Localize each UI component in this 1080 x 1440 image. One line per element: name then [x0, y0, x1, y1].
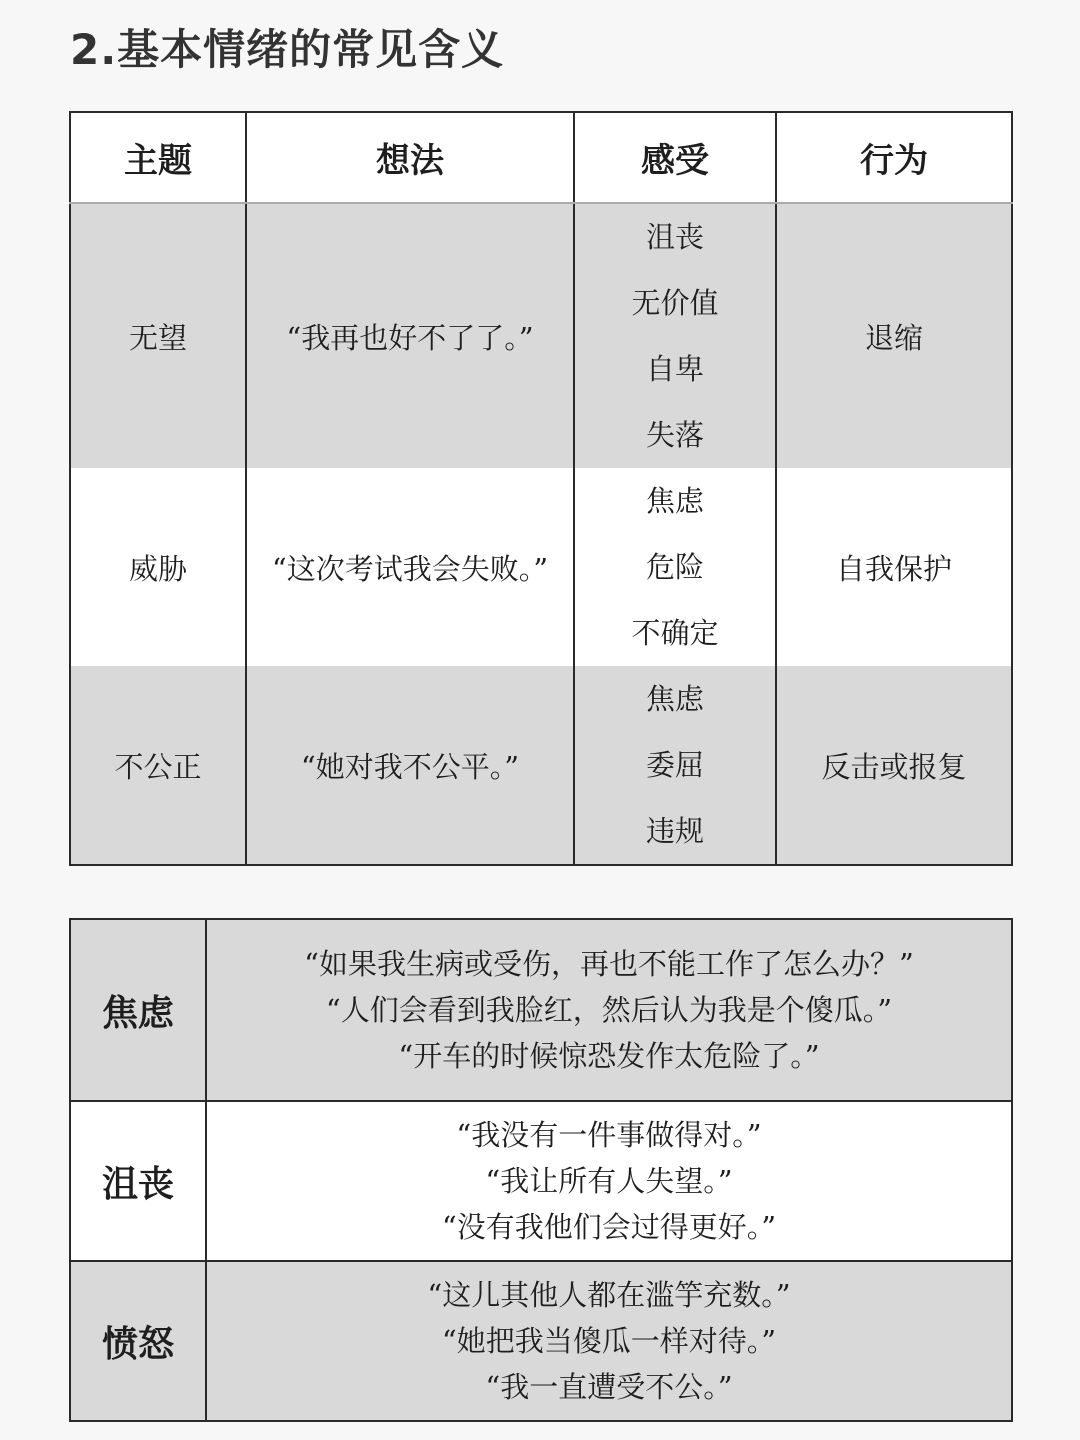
feeling-item: 不确定: [631, 616, 719, 650]
feeling-item: 无价值: [631, 286, 719, 320]
table-row: [70, 203, 1012, 468]
quote-cell: [206, 1101, 1012, 1261]
quote-line: “如果我生病或受伤，再也不能工作了怎么办？”: [304, 947, 914, 981]
quote-line: “这儿其他人都在滥竽充数。”: [427, 1278, 791, 1312]
quote-line: “开车的时候惊恐发作太危险了。”: [398, 1039, 820, 1073]
quote-line: “我一直遭受不公。”: [485, 1370, 733, 1404]
emotion-examples-table: [69, 918, 1013, 1422]
header-thought: 想法: [246, 112, 574, 203]
quote-cell: [206, 919, 1012, 1101]
theme-cell: 无望: [70, 203, 246, 468]
feeling-cell: [574, 468, 776, 666]
feeling-list: [575, 666, 775, 864]
theme-cell: 不公正: [70, 666, 246, 865]
behavior-cell: 退缩: [776, 203, 1012, 468]
feeling-list: [575, 204, 775, 468]
thought-cell: “她对我不公平。”: [246, 666, 574, 865]
feeling-item: 委屈: [645, 748, 704, 782]
thought-cell: “这次考试我会失败。”: [246, 468, 574, 666]
feeling-item: 沮丧: [645, 220, 704, 254]
quote-line: “没有我他们会过得更好。”: [441, 1210, 777, 1244]
feeling-item: 自卑: [645, 352, 704, 386]
behavior-cell: 反击或报复: [776, 666, 1012, 865]
thought-cell: “我再也好不了了。”: [246, 203, 574, 468]
quote-cell: [206, 1261, 1012, 1421]
table-row: [70, 1101, 1012, 1261]
quote-line: “人们会看到我脸红，然后认为我是个傻瓜。”: [325, 993, 893, 1027]
feeling-item: 焦虑: [645, 682, 704, 716]
feeling-item: 危险: [645, 550, 704, 584]
header-theme: 主题: [70, 112, 246, 203]
table-row: [70, 666, 1012, 865]
feeling-item: 失落: [645, 418, 704, 452]
emotion-label: 焦虑: [70, 919, 206, 1101]
feeling-cell: [574, 203, 776, 468]
table-header-row: [70, 112, 1012, 203]
emotion-label: 愤怒: [70, 1261, 206, 1421]
feeling-cell: [574, 666, 776, 865]
page-title: 2.基本情绪的常见含义: [70, 25, 505, 74]
table-row: [70, 919, 1012, 1101]
header-behavior: 行为: [776, 112, 1012, 203]
quote-line: “我让所有人失望。”: [485, 1164, 733, 1198]
emotion-meaning-table: [69, 111, 1013, 866]
emotion-label: 沮丧: [70, 1101, 206, 1261]
theme-cell: 威胁: [70, 468, 246, 666]
table-row: [70, 1261, 1012, 1421]
quote-line: “我没有一件事做得对。”: [456, 1118, 762, 1152]
feeling-list: [575, 468, 775, 666]
header-feeling: 感受: [574, 112, 776, 203]
feeling-item: 违规: [645, 814, 704, 848]
feeling-item: 焦虑: [645, 484, 704, 518]
table-row: [70, 468, 1012, 666]
quote-line: “她把我当傻瓜一样对待。”: [441, 1324, 777, 1358]
behavior-cell: 自我保护: [776, 468, 1012, 666]
